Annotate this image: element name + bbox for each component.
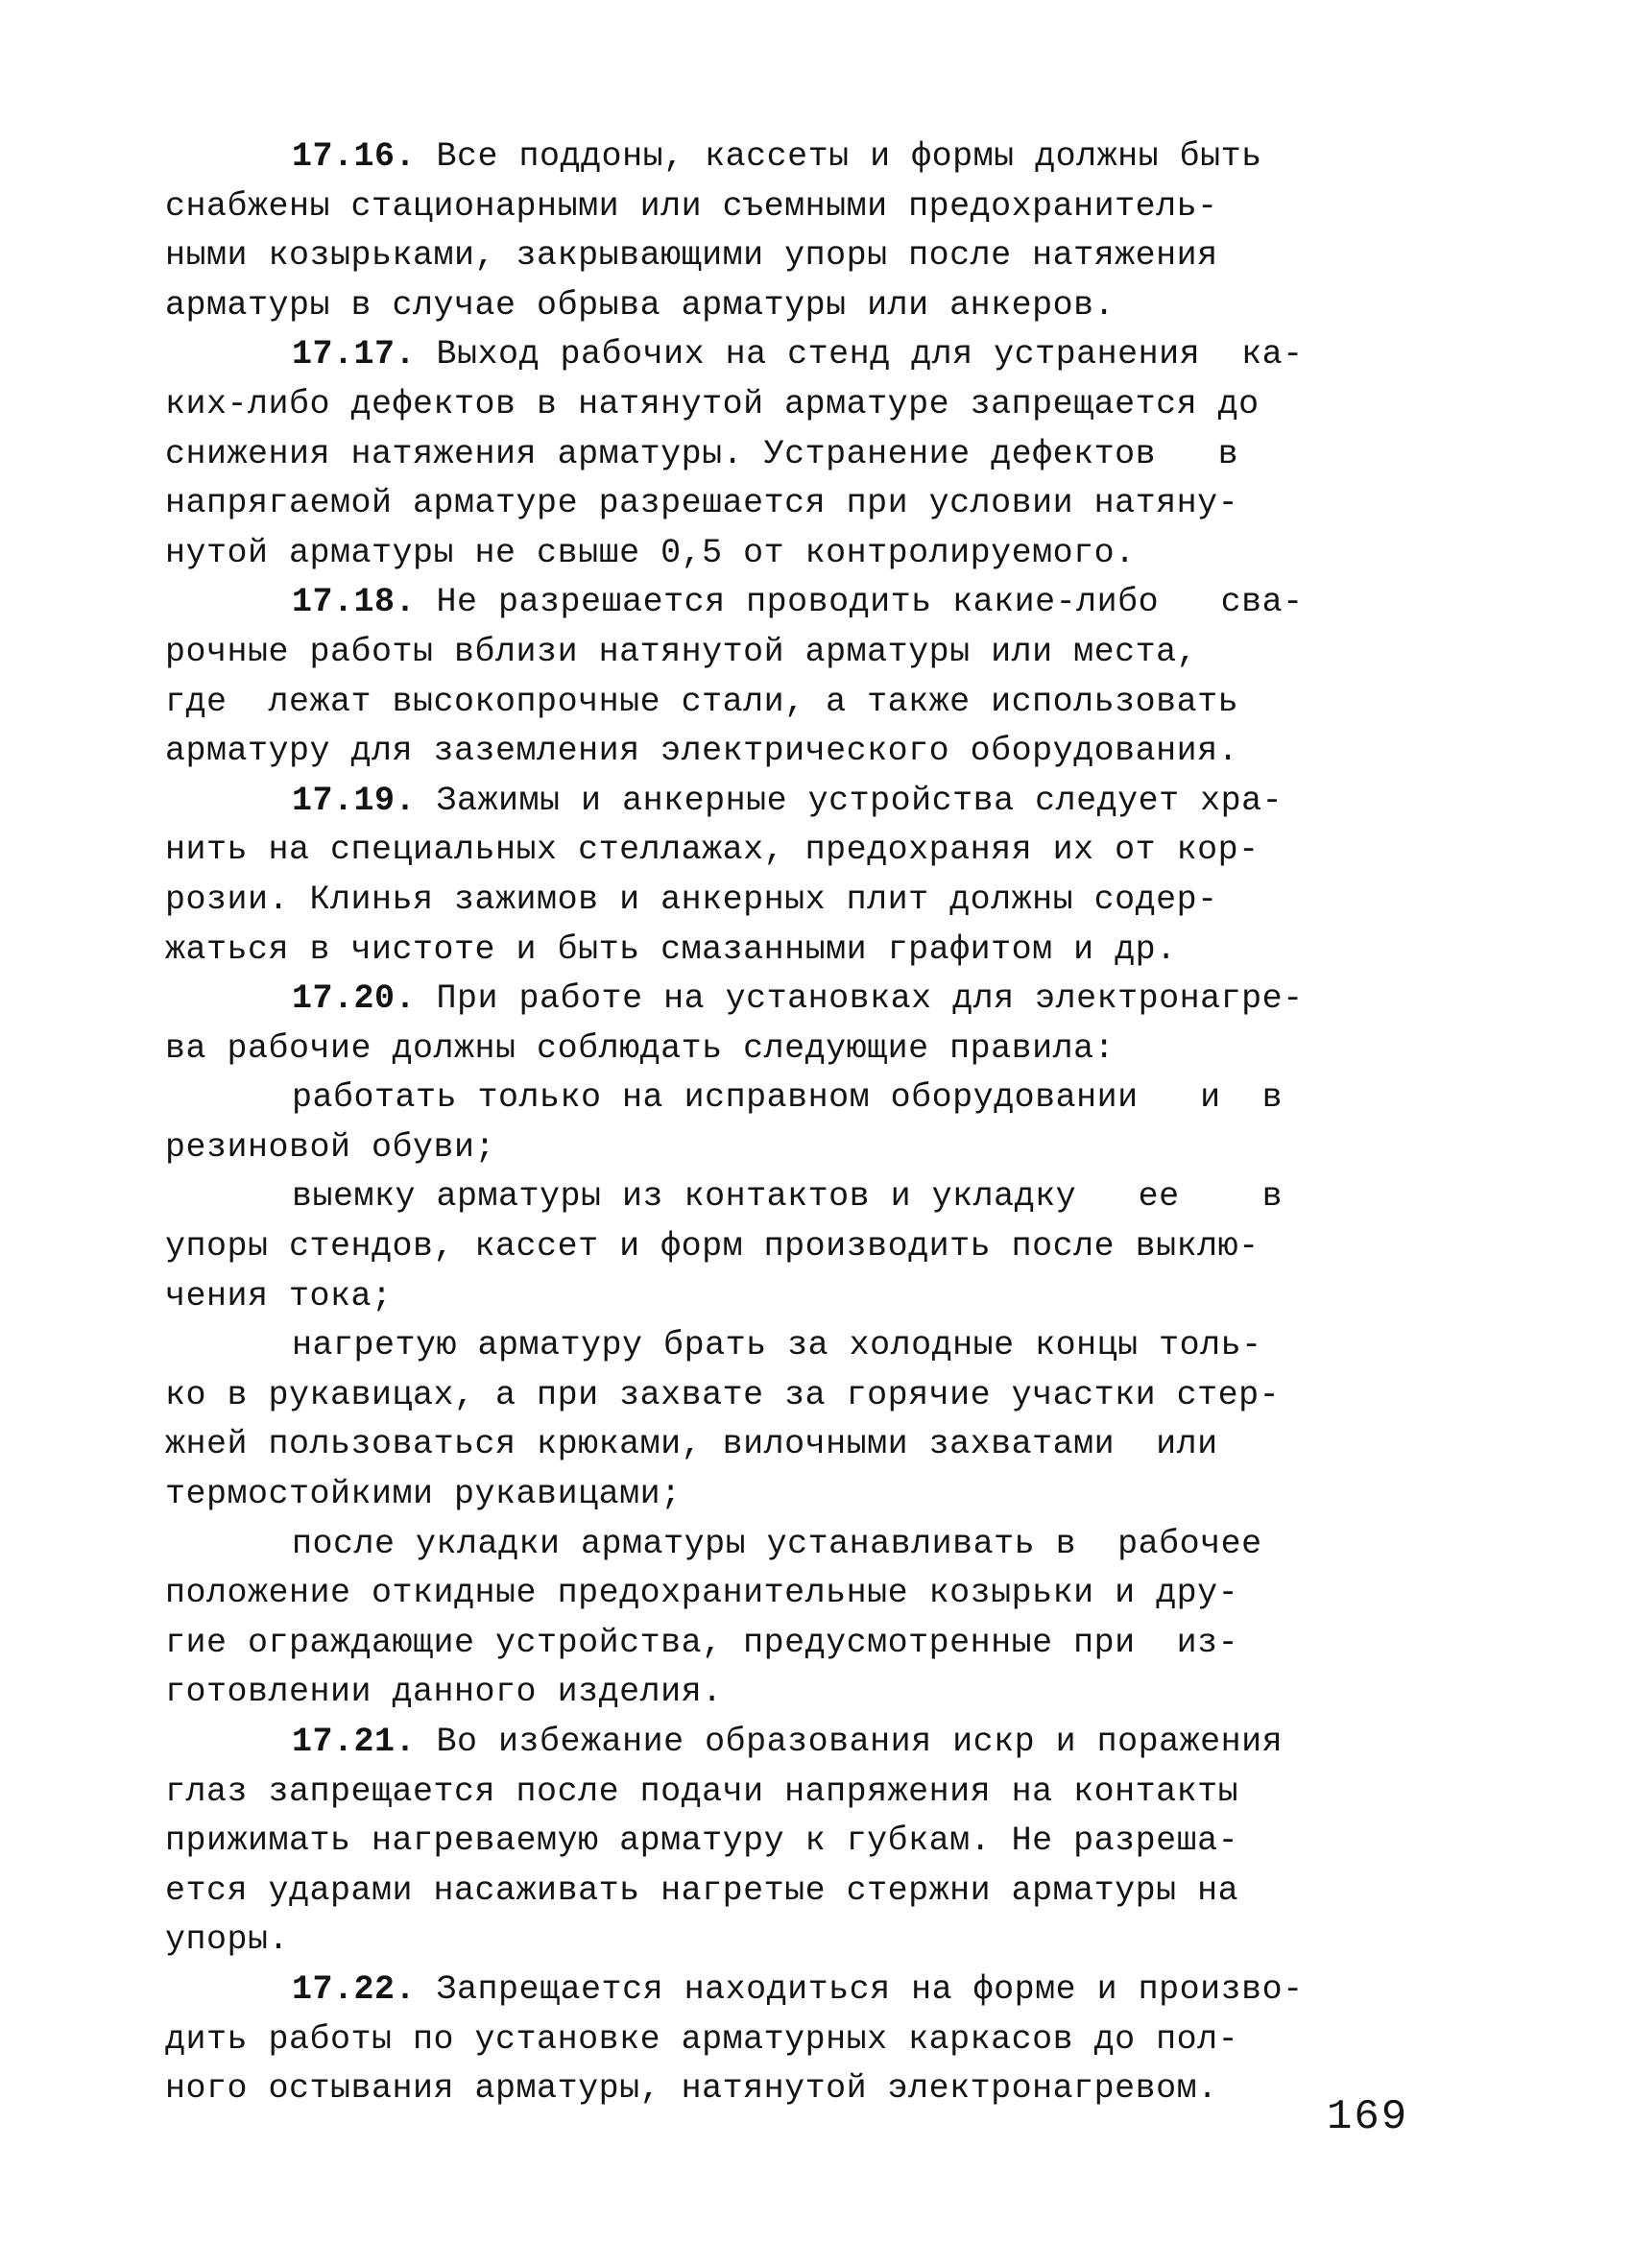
rule-item — [165, 1172, 1452, 1321]
text-line: работать только на исправном оборудовании и в — [292, 1078, 1284, 1118]
paragraph-17-18 — [165, 578, 1452, 776]
text-line: снабжены стационарными или съемными предохранитель- — [165, 186, 1218, 226]
text-line: нутой арматуры не свыше 0,5 от контролируемого. — [165, 533, 1136, 572]
paragraph-number: 17.17. — [292, 335, 417, 374]
paragraph-number: 17.22. — [292, 1969, 417, 2009]
rule-item — [165, 1321, 1452, 1519]
text-line: упоры стендов, кассет и форм производить после выклю- — [165, 1227, 1260, 1267]
paragraph-17-21 — [165, 1718, 1452, 1966]
paragraph-17-19 — [165, 777, 1452, 975]
text-line: 17.18. Не разрешается проводить какие-либо сва- — [292, 583, 1304, 622]
text-line: ется ударами насаживать нагретые стержни арматуры на — [165, 1870, 1239, 1910]
text-line: после укладки арматуры устанавливать в рабочее — [292, 1524, 1262, 1563]
text-line: 17.16. Все поддоны, кассеты и формы должны быть — [292, 137, 1262, 176]
text-line: выемку арматуры из контактов и укладку ее в — [292, 1177, 1284, 1217]
paragraph-17-22 — [165, 1966, 1452, 2114]
text-line: ва рабочие должны соблюдать следующие правила: — [165, 1028, 1116, 1068]
text-line: прижимать нагреваемую арматуру к губкам. Не разреша- — [165, 1822, 1239, 1861]
rule-item — [165, 1520, 1452, 1718]
text-line: рочные работы вблизи натянутой арматуры или места, — [165, 632, 1198, 671]
text-line: упоры. — [165, 1920, 290, 1960]
text-line: глаз запрещается после подачи напряжения на контакты — [165, 1772, 1239, 1811]
text-line: ких-либо дефектов в натянутой арматуре запрещается до — [165, 384, 1260, 423]
text-line: снижения натяжения арматуры. Устранение дефектов в — [165, 434, 1239, 473]
page-number: 169 — [1327, 2093, 1409, 2141]
text-line: напрягаемой арматуре разрешается при условии натяну- — [165, 484, 1239, 523]
text-line: ного остывания арматуры, натянутой электронагревом. — [165, 2069, 1218, 2109]
text-line: 17.19. Зажимы и анкерные устройства следует хра- — [292, 781, 1284, 820]
text-line: 17.21. Во избежание образования искр и поражения — [292, 1723, 1284, 1761]
text-line: гие ограждающие устройства, предусмотренные при из- — [165, 1623, 1239, 1662]
text-line: резиновой обуви; — [165, 1127, 496, 1167]
text-line: 17.17. Выход рабочих на стенд для устранения ка- — [292, 335, 1304, 374]
paragraph-17-20 — [165, 975, 1452, 1074]
text-line: нагретую арматуру брать за холодные концы толь- — [292, 1326, 1262, 1365]
text-line: 17.22. Запрещается находиться на форме и произво- — [292, 1969, 1304, 2009]
document-body — [165, 133, 1452, 2114]
paragraph-number: 17.16. — [292, 137, 417, 176]
paragraph-number: 17.19. — [292, 781, 417, 820]
text-line: ко в рукавицах, а при захвате за горячие участки стер- — [165, 1375, 1281, 1414]
text-line: розии. Клинья зажимов и анкерных плит должны содер- — [165, 880, 1218, 919]
text-line: арматуру для заземления электрического оборудования. — [165, 732, 1239, 771]
paragraph-17-16 — [165, 133, 1452, 330]
text-line: готовлении данного изделия. — [165, 1673, 723, 1712]
rule-item — [165, 1074, 1452, 1172]
paragraph-17-17 — [165, 330, 1452, 578]
text-line: ными козырьками, закрывающими упоры после натяжения — [165, 236, 1218, 276]
text-line: нить на специальных стеллажах, предохраняя их от кор- — [165, 831, 1260, 870]
text-line: чения тока; — [165, 1276, 393, 1315]
text-line: где лежат высокопрочные стали, а также использовать — [165, 682, 1239, 721]
text-line: жней пользоваться крюками, вилочными захватами или — [165, 1425, 1218, 1464]
text-line: дить работы по установке арматурных каркасов до пол- — [165, 2019, 1239, 2059]
text-line: арматуры в случае обрыва арматуры или анкеров. — [165, 285, 1116, 325]
paragraph-number: 17.21. — [292, 1723, 417, 1761]
paragraph-number: 17.18. — [292, 583, 417, 622]
text-line: 17.20. При работе на установках для электронагре- — [292, 979, 1304, 1019]
paragraph-number: 17.20. — [292, 979, 417, 1019]
text-line: положение откидные предохранительные козырьки и дру- — [165, 1574, 1239, 1613]
text-line: термостойкими рукавицами; — [165, 1475, 682, 1514]
text-line: жаться в чистоте и быть смазанными графитом и др. — [165, 929, 1177, 969]
